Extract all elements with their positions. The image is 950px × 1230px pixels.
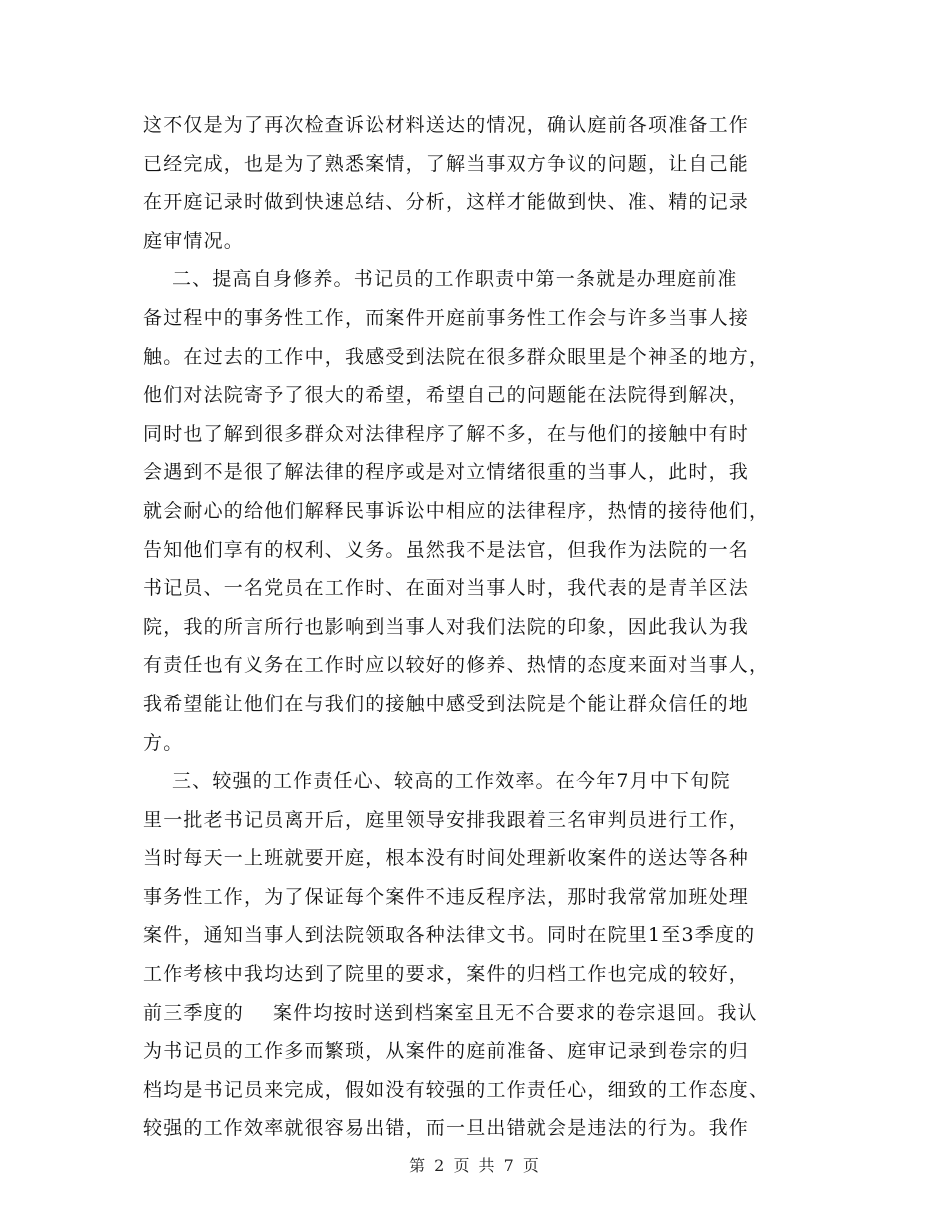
text-line: 方。 bbox=[143, 731, 184, 754]
text-line: 里一批老书记员离开后，庭里领导安排我跟着三名审判员进行工作， bbox=[143, 808, 750, 831]
text-line: 会遇到不是很了解法律的程序或是对立情绪很重的当事人，此时，我 bbox=[143, 461, 750, 484]
text-line: 三、较强的工作责任心、较高的工作效率。在今年7月中下旬院 bbox=[143, 770, 731, 793]
text-line: 这不仅是为了再次检查诉讼材料送达的情况，确认庭前各项准备工作 bbox=[143, 114, 750, 136]
text-line: 告知他们享有的权利、义务。虽然我不是法官，但我作为法院的一名 bbox=[143, 538, 750, 561]
text-line: 同时也了解到很多群众对法律程序了解不多，在与他们的接触中有时 bbox=[143, 422, 750, 445]
text-line: 就会耐心的给他们解释民事诉讼中相应的法律程序，热情的接待他们， bbox=[143, 499, 770, 522]
text-line: 为书记员的工作多而繁琐，从案件的庭前准备、庭审记录到卷宗的归 bbox=[143, 1040, 750, 1063]
text-line: 有责任也有义务在工作时应以较好的修养、热情的态度来面对当事人， bbox=[143, 654, 770, 677]
text-line: 档均是书记员来完成，假如没有较强的工作责任心，细致的工作态度、 bbox=[143, 1078, 770, 1101]
text-line: 庭审情况。 bbox=[143, 229, 245, 252]
text-line: 当时每天一上班就要开庭，根本没有时间处理新收案件的送达等各种 bbox=[143, 847, 750, 870]
text-line: 触。在过去的工作中，我感受到法院在很多群众眼里是个神圣的地方， bbox=[143, 345, 770, 368]
text-line: 我希望能让他们在与我们的接触中感受到法院是个能让群众信任的地 bbox=[143, 692, 750, 715]
text-line: 二、提高自身修养。书记员的工作职责中第一条就是办理庭前准 bbox=[143, 268, 738, 291]
text-line: 在开庭记录时做到快速总结、分析，这样才能做到快、准、精的记录 bbox=[143, 191, 750, 214]
text-line: 案件，通知当事人到法院领取各种法律文书。同时在院里1至3季度的 bbox=[143, 924, 756, 947]
text-line: 已经完成，也是为了熟悉案情，了解当事双方争议的问题，让自己能 bbox=[143, 152, 750, 175]
text-line: 较强的工作效率就很容易出错，而一旦出错就会是违法的行为。我作 bbox=[143, 1117, 750, 1140]
page-number-footer: 第 2 页 共 7 页 bbox=[409, 1156, 541, 1175]
text-line: 书记员、一名党员在工作时、在面对当事人时，我代表的是青羊区法 bbox=[143, 577, 750, 600]
document-body bbox=[143, 106, 823, 1148]
text-line: 事务性工作，为了保证每个案件不违反程序法，那时我常常加班处理 bbox=[143, 885, 750, 908]
text-line: 院，我的所言所行也影响到当事人对我们法院的印象，因此我认为我 bbox=[143, 615, 750, 638]
text-line: 他们对法院寄予了很大的希望，希望自己的问题能在法院得到解决， bbox=[143, 384, 750, 407]
text-line: 前三季度的 案件均按时送到档案室且无不合要求的卷宗退回。我认 bbox=[143, 1001, 758, 1024]
text-line: 工作考核中我均达到了院里的要求，案件的归档工作也完成的较好， bbox=[143, 963, 750, 986]
text-line: 备过程中的事务性工作，而案件开庭前事务性工作会与许多当事人接 bbox=[143, 306, 750, 329]
